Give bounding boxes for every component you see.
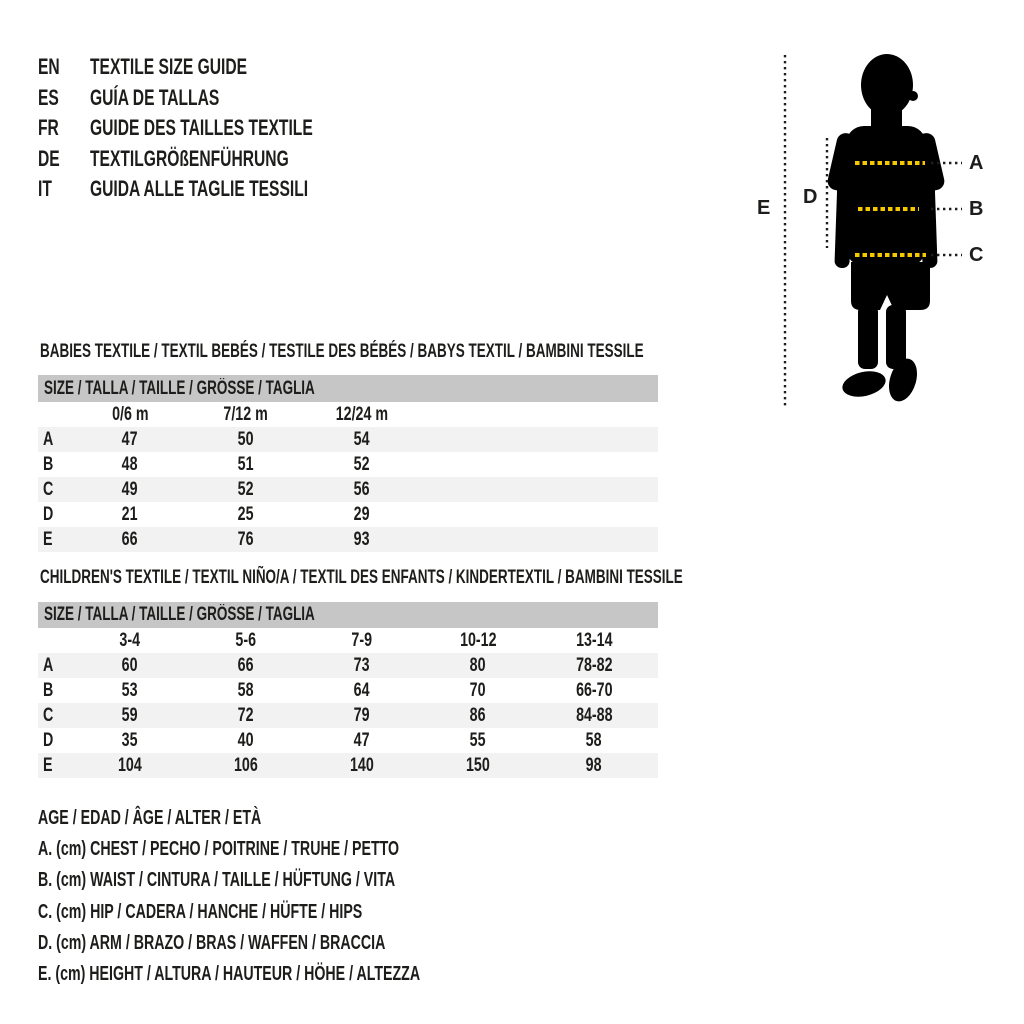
row-label: B [43, 679, 54, 701]
cell-value: 55 [470, 729, 486, 751]
column-header: 3-4 [119, 629, 141, 651]
cell-value: 51 [238, 453, 254, 475]
marker-label-A: A [969, 152, 984, 174]
table-row [38, 427, 658, 452]
column-header: 12/24 m [335, 403, 389, 425]
table-row [38, 703, 658, 728]
children-section-title: CHILDREN'S TEXTILE / TEXTIL NIÑO/A / TEXTIL DES ENFANTS / KINDERTEXTIL / BAMBINI TESSILE [40, 567, 683, 588]
lang-code: IT [38, 176, 52, 201]
cell-value: 72 [238, 704, 254, 726]
lang-code: EN [38, 54, 60, 79]
row-label: E [43, 754, 53, 776]
cell-value: 59 [122, 704, 138, 726]
cell-value: 58 [238, 679, 254, 701]
cell-value: 76 [238, 528, 254, 550]
lang-title: GUIDA ALLE TAGLIE TESSILI [90, 176, 309, 201]
lang-title: TEXTILGRÖßENFÜHRUNG [90, 145, 289, 171]
cell-value: 140 [350, 754, 374, 776]
cell-value: 48 [122, 453, 138, 475]
column-header: 7/12 m [223, 403, 269, 425]
table-row [38, 753, 658, 778]
size-header-bar: SIZE / TALLA / TAILLE / GRÖSSE / TAGLIA [38, 375, 658, 402]
cell-value: 25 [238, 503, 254, 525]
cell-value: 84-88 [575, 704, 613, 726]
table-row [38, 527, 658, 552]
cell-value: 40 [238, 729, 254, 751]
marker-label-B: B [969, 198, 984, 220]
cell-value: 70 [470, 679, 486, 701]
row-label: B [43, 453, 54, 475]
column-header-row [38, 402, 658, 427]
column-header: 5-6 [235, 629, 257, 651]
marker-label-C: C [969, 244, 984, 266]
lang-title: GUÍA DE TALLAS [90, 84, 220, 110]
legend-waist-B: B. (cm) WAIST / CINTURA / TAILLE / HÜFTUNG / VITA [38, 869, 396, 892]
cell-value: 35 [122, 729, 138, 751]
table-row [38, 452, 658, 477]
babies-size-table [38, 375, 658, 552]
marker-label-E: E [757, 197, 771, 219]
cell-value: 53 [122, 679, 138, 701]
cell-value: 73 [354, 654, 370, 676]
cell-value: 64 [354, 679, 370, 701]
row-label: A [43, 428, 54, 450]
table-row [38, 502, 658, 527]
table-row [38, 728, 658, 753]
cell-value: 66 [238, 654, 254, 676]
lang-title: TEXTILE SIZE GUIDE [90, 54, 248, 79]
cell-value: 98 [586, 754, 602, 776]
cell-value: 93 [354, 528, 370, 550]
lang-code: DE [38, 145, 60, 171]
legend-arm-D: D. (cm) ARM / BRAZO / BRAS / WAFFEN / BRACCIA [38, 931, 386, 954]
cell-value: 78-82 [575, 654, 613, 676]
lang-code: ES [38, 84, 59, 110]
legend-height-E: E. (cm) HEIGHT / ALTURA / HAUTEUR / HÖHE / ALTEZZA [38, 962, 421, 985]
column-header: 7-9 [351, 629, 373, 651]
cell-value: 50 [238, 428, 254, 450]
cell-value: 58 [586, 729, 602, 751]
cell-value: 29 [354, 503, 370, 525]
cell-value: 150 [466, 754, 490, 776]
size-header-bar: SIZE / TALLA / TAILLE / GRÖSSE / TAGLIA [38, 602, 658, 628]
table-row [38, 477, 658, 502]
table-row [38, 678, 658, 703]
cell-value: 47 [122, 428, 138, 450]
legend-age: AGE / EDAD / ÂGE / ALTER / ETÀ [38, 807, 262, 829]
cell-value: 47 [354, 729, 370, 751]
row-label: C [43, 704, 54, 726]
measurement-legend [38, 803, 576, 990]
cell-value: 66-70 [575, 679, 613, 701]
cell-value: 49 [122, 478, 138, 500]
cell-value: 106 [234, 754, 258, 776]
cell-value: 56 [354, 478, 370, 500]
row-label: D [43, 729, 54, 751]
legend-chest-A: A. (cm) CHEST / PECHO / POITRINE / TRUHE / PETTO [38, 838, 400, 861]
row-label: D [43, 503, 54, 525]
row-label: C [43, 478, 54, 500]
column-header: 13-14 [575, 629, 613, 651]
lang-code: FR [38, 115, 59, 140]
babies-section-title: BABIES TEXTILE / TEXTIL BEBÉS / TESTILE DES BÉBÉS / BABYS TEXTIL / BAMBINI TESSILE [40, 341, 644, 362]
cell-value: 21 [122, 503, 138, 525]
cell-value: 52 [354, 453, 370, 475]
child-measurement-figure [740, 40, 1024, 420]
column-header: 0/6 m [111, 403, 149, 425]
cell-value: 60 [122, 654, 138, 676]
cell-value: 86 [470, 704, 486, 726]
cell-value: 79 [354, 704, 370, 726]
cell-value: 54 [354, 428, 370, 450]
row-label: E [43, 528, 53, 550]
cell-value: 104 [118, 754, 142, 776]
children-size-table [38, 602, 658, 778]
column-header: 10-12 [459, 629, 497, 651]
cell-value: 52 [238, 478, 254, 500]
row-label: A [43, 654, 54, 676]
legend-hip-C: C. (cm) HIP / CADERA / HANCHE / HÜFTE / HIPS [38, 900, 363, 923]
lang-title: GUIDE DES TAILLES TEXTILE [90, 115, 313, 140]
column-header-row [38, 628, 658, 653]
cell-value: 66 [122, 528, 138, 550]
cell-value: 80 [470, 654, 486, 676]
table-row [38, 653, 658, 678]
marker-label-D: D [803, 186, 818, 208]
